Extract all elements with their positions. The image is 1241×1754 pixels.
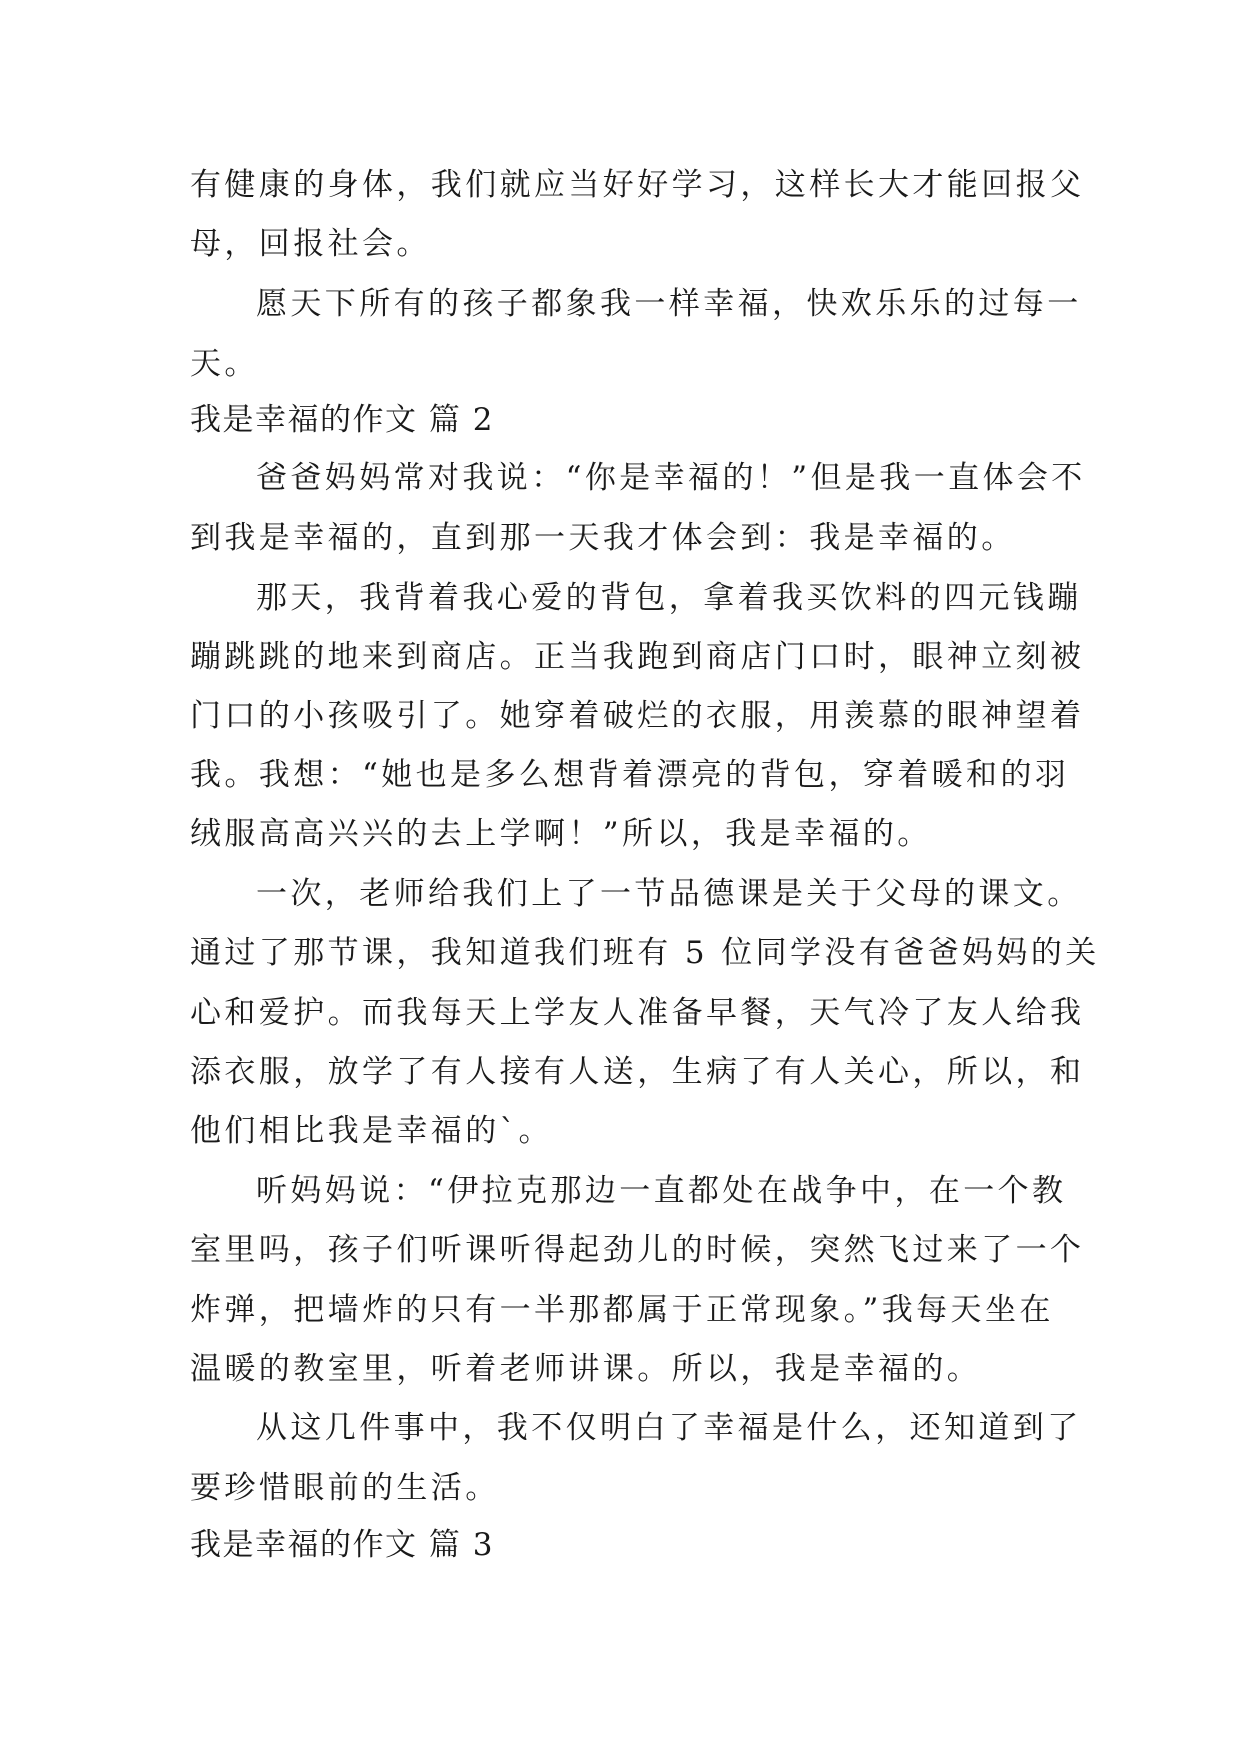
paragraph-line: 炸弹，把墙炸的只有一半那都属于正常现象。”我每天坐在: [190, 1292, 1054, 1328]
paragraph-line: 母，回报社会。: [190, 226, 431, 262]
paragraph-line: 爸爸妈妈常对我说：“你是幸福的！”但是我一直体会不: [256, 460, 1086, 496]
paragraph-line: 那天，我背着我心爱的背包，拿着我买饮料的四元钱蹦: [256, 580, 1082, 616]
paragraph-line: 要珍惜眼前的生活。: [190, 1470, 500, 1506]
paragraph-line: 室里吗，孩子们听课听得起劲儿的时候，突然飞过来了一个: [190, 1232, 1085, 1268]
paragraph-line: 听妈妈说：“伊拉克那边一直都处在战争中，在一个教: [256, 1173, 1067, 1209]
paragraph-line: 他们相比我是幸福的`。: [190, 1113, 553, 1149]
paragraph-line: 到我是幸福的，直到那一天我才体会到：我是幸福的。: [190, 520, 1016, 556]
paragraph-line: 愿天下所有的孩子都象我一样幸福，快欢乐乐的过每一: [256, 286, 1082, 322]
paragraph-line: 我。我想：“她也是多么想背着漂亮的背包，穿着暖和的羽: [190, 757, 1070, 793]
paragraph-line: 从这几件事中，我不仅明白了幸福是什么，还知道到了: [256, 1410, 1082, 1446]
paragraph-line: 门口的小孩吸引了。她穿着破烂的衣服，用羡慕的眼神望着: [190, 698, 1085, 734]
paragraph-line: 天。: [190, 346, 259, 382]
paragraph-line: 蹦跳跳的地来到商店。正当我跑到商店门口时，眼神立刻被: [190, 639, 1085, 675]
paragraph-line: 一次，老师给我们上了一节品德课是关于父母的课文。: [256, 876, 1082, 912]
paragraph-line: 添衣服，放学了有人接有人送，生病了有人关心，所以，和: [190, 1054, 1085, 1090]
section-heading: 我是幸福的作文 篇 3: [190, 1527, 494, 1563]
paragraph-line: 有健康的身体，我们就应当好好学习，这样长大才能回报父: [190, 167, 1085, 203]
section-heading: 我是幸福的作文 篇 2: [190, 402, 494, 438]
paragraph-line: 通过了那节课，我知道我们班有 5 位同学没有爸爸妈妈的关: [190, 935, 1100, 971]
paragraph-line: 温暖的教室里，听着老师讲课。所以，我是幸福的。: [190, 1351, 982, 1387]
paragraph-line: 心和爱护。而我每天上学友人准备早餐，天气冷了友人给我: [190, 995, 1085, 1031]
paragraph-line: 绒服高高兴兴的去上学啊！”所以，我是幸福的。: [190, 816, 932, 852]
